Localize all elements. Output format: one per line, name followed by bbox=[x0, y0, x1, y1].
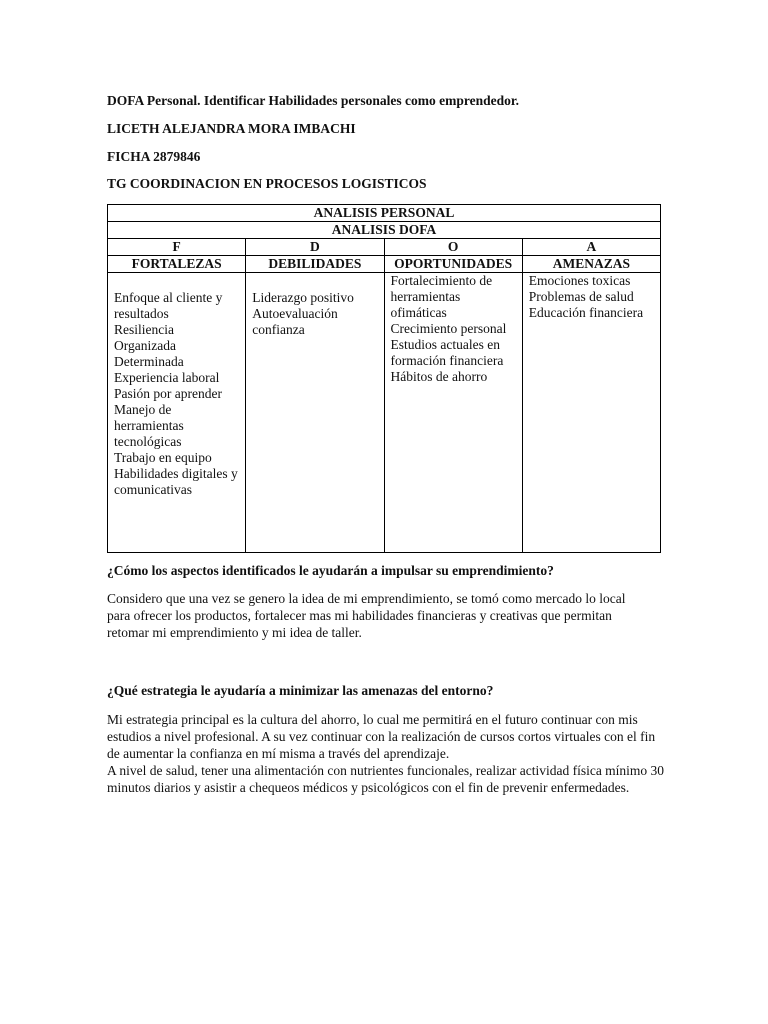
answer-1: Considero que una vez se genero la idea de mi emprendimiento, se tomó como mercado lo local para ofrecer los productos, fortalecer mas mi habilidades financieras y creativas que permitan retomar mi emprendimiento y mi idea de taller. bbox=[107, 591, 626, 640]
letter-f: F bbox=[108, 239, 246, 256]
list-item: Liderazgo positivo bbox=[252, 290, 354, 305]
letter-d: D bbox=[246, 239, 384, 256]
document-title: DOFA Personal. Identificar Habilidades personales como emprendedor. bbox=[107, 93, 520, 108]
header-debilidades: DEBILIDADES bbox=[246, 256, 384, 273]
list-item: Crecimiento personal bbox=[390, 321, 507, 336]
question-2: ¿Qué estrategia le ayudaría a minimizar las amenazas del entorno? bbox=[107, 683, 494, 698]
answer-2-paragraph-2: A nivel de salud, tener una alimentación con nutrientes funcionales, realizar actividad física mínimo 30 minutos diarios y asistir a chequeos médicos y psicológicos con el fin de prevenir enfermedades. bbox=[107, 763, 665, 795]
oportunidades-cell bbox=[384, 273, 522, 553]
list-item: Autoevaluación bbox=[252, 306, 338, 321]
list-item: Fortalecimiento de herramientas ofimáticas bbox=[390, 273, 493, 320]
letter-o: O bbox=[384, 239, 522, 256]
list-item: Determinada bbox=[114, 354, 184, 369]
list-item: Hábitos de ahorro bbox=[390, 369, 488, 384]
dofa-table bbox=[107, 204, 661, 553]
list-item: Habilidades digitales y comunicativas bbox=[114, 466, 238, 497]
answer-2-paragraph-1: Mi estrategia principal es la cultura del ahorro, lo cual me permitirá en el futuro continuar con mis estudios a nivel profesional. A su vez continuar con la realización de cursos cortos virtuales con el fin de aumentar la confianza en mí misma a través del aprendizaje. bbox=[107, 712, 656, 761]
header-fortalezas: FORTALEZAS bbox=[108, 256, 246, 273]
table-title-personal: ANALISIS PERSONAL bbox=[108, 205, 661, 222]
table-title-dofa: ANALISIS DOFA bbox=[108, 222, 661, 239]
list-item: Problemas de salud bbox=[528, 289, 634, 304]
list-item: Enfoque al cliente y resultados bbox=[114, 290, 223, 321]
question-1: ¿Cómo los aspectos identificados le ayudarán a impulsar su emprendimiento? bbox=[107, 563, 554, 578]
list-item: Experiencia laboral bbox=[114, 370, 220, 385]
header-oportunidades: OPORTUNIDADES bbox=[384, 256, 522, 273]
list-item: Resiliencia bbox=[114, 322, 174, 337]
amenazas-cell bbox=[522, 273, 660, 553]
header-amenazas: AMENAZAS bbox=[522, 256, 660, 273]
list-item: Organizada bbox=[114, 338, 176, 353]
list-item: confianza bbox=[252, 322, 305, 337]
debilidades-cell bbox=[246, 273, 384, 553]
fortalezas-cell bbox=[108, 273, 246, 553]
list-item: Pasión por aprender bbox=[114, 386, 222, 401]
letter-a: A bbox=[522, 239, 660, 256]
list-item: Estudios actuales en formación financiera bbox=[390, 337, 504, 368]
program-name: TG COORDINACION EN PROCESOS LOGISTICOS bbox=[107, 176, 427, 191]
student-name: LICETH ALEJANDRA MORA IMBACHI bbox=[107, 121, 356, 136]
answer-2 bbox=[107, 711, 667, 796]
ficha-number: FICHA 2879846 bbox=[107, 149, 201, 164]
list-item: Emociones toxicas bbox=[528, 273, 631, 288]
list-item: Educación financiera bbox=[528, 305, 644, 320]
list-item: Trabajo en equipo bbox=[114, 450, 212, 465]
list-item: Manejo de herramientas tecnológicas bbox=[114, 402, 184, 449]
